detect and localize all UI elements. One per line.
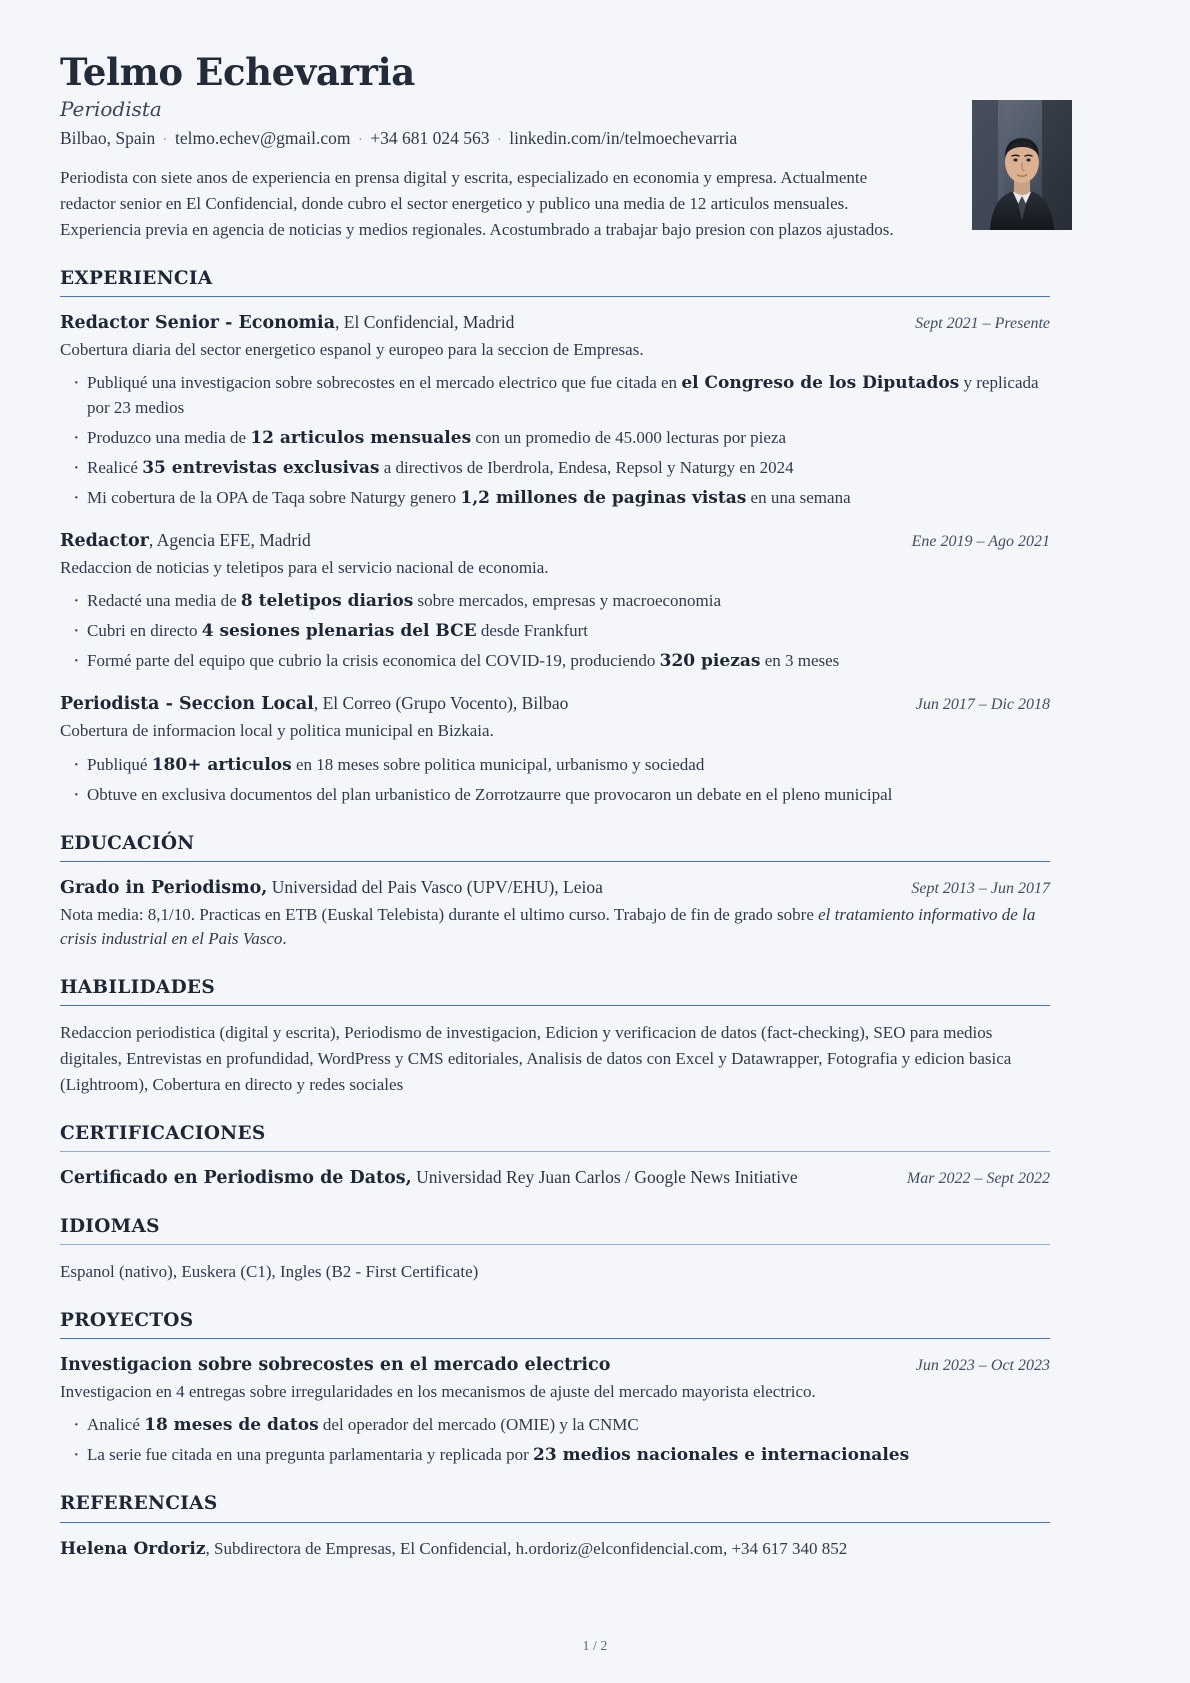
page-indicator: 1 / 2: [582, 1639, 608, 1654]
page-title: Telmo Echevarria: [60, 50, 415, 94]
project-entry: [60, 1353, 1050, 1468]
education-date: Sept 2013 – Jun 2017: [911, 879, 1050, 897]
project-bullets: [60, 1413, 1050, 1468]
project-summary: Investigacion en 4 entregas sobre irregularidades en los mecanismos de ajuste del mercado mayorista electrico.: [60, 1381, 816, 1401]
experience-header: [60, 692, 1050, 717]
page-footer: [0, 1639, 1190, 1655]
contact-linkedin[interactable]: linkedin.com/in/telmoechevarria: [509, 128, 738, 149]
section-divider: [60, 296, 1050, 297]
section-experiencia: [60, 269, 1050, 808]
experience-bullets: [60, 589, 1050, 674]
contact-separator-icon: ·: [357, 132, 363, 149]
section-divider: [60, 861, 1050, 862]
section-title-proyectos: PROYECTOS: [60, 1309, 194, 1331]
experience-entry: [60, 692, 1050, 807]
section-educacion: [60, 834, 1050, 952]
reference-entry: Helena Ordoriz, Subdirectora de Empresas, El Confidencial, h.ordoriz@elconfidencial.com, +34 617 340 852: [60, 1538, 848, 1559]
section-divider: [60, 1005, 1050, 1006]
section-certificaciones: [60, 1124, 1050, 1191]
section-divider: [60, 1151, 1050, 1152]
list-item: · Mi cobertura de la OPA de Taqa sobre Naturgy genero 1,2 millones de paginas vistas en una semana: [60, 486, 1050, 511]
experience-date: Ene 2019 – Ago 2021: [911, 533, 1050, 551]
section-referencias: [60, 1494, 1050, 1561]
education-detail: Nota media: 8,1/10. Practicas en ETB (Euskal Telebista) durante el ultimo curso. Trabajo de fin de grado sobre el tratamiento informativo de la crisis industrial en el Pais Vasco.: [60, 904, 1036, 949]
list-item: · Produzco una media de 12 articulos mensuales con un promedio de 45.000 lecturas por pieza: [60, 426, 1050, 451]
section-title-educacion: EDUCACIÓN: [60, 832, 195, 854]
references-list: [60, 1537, 1050, 1562]
list-item: · Analicé 18 meses de datos del operador del mercado (OMIE) y la CNMC: [60, 1413, 1050, 1438]
resume-header: [60, 52, 1050, 243]
experience-header: [60, 529, 1050, 554]
education-entry: [60, 876, 1050, 952]
section-divider: [60, 1522, 1050, 1523]
job-title: Periodista: [60, 97, 162, 122]
experience-title: Redactor Senior - Economia, El Confidencial, Madrid: [60, 311, 515, 333]
education-list: [60, 876, 1050, 952]
projects-list: [60, 1353, 1050, 1468]
certification-date: Mar 2022 – Sept 2022: [906, 1169, 1050, 1187]
experience-list: [60, 311, 1050, 808]
experience-entry: [60, 311, 1050, 511]
list-item: · Realicé 35 entrevistas exclusivas a directivos de Iberdrola, Endesa, Repsol y Naturgy en 2024: [60, 456, 1050, 481]
education-header: [60, 876, 1050, 901]
certification-title: Certificado en Periodismo de Datos, Universidad Rey Juan Carlos / Google News Initiative: [60, 1166, 798, 1188]
experience-title: Periodista - Seccion Local, El Correo (Grupo Vocento), Bilbao: [60, 693, 569, 715]
skills-text: Redaccion periodistica (digital y escrita), Periodismo de investigacion, Edicion y verificacion de datos (fact-checking), SEO para medios digitales, Entrevistas en profundidad, WordPress y CMS editoriales, Analisis de datos con Excel y Datawrapper, Fotografia y edicion basica (Lightroom), Cobertura en directo y redes sociales: [60, 1023, 1012, 1094]
contact-location: Bilbao, Spain: [60, 128, 156, 149]
experience-bullets: [60, 371, 1050, 511]
section-title-referencias: REFERENCIAS: [60, 1493, 218, 1515]
section-title-idiomas: IDIOMAS: [60, 1215, 160, 1237]
certification-entry: [60, 1166, 1050, 1191]
experience-bullets: [60, 753, 1050, 808]
experience-entry: [60, 529, 1050, 674]
section-proyectos: [60, 1311, 1050, 1469]
certifications-list: [60, 1166, 1050, 1191]
list-item: · La serie fue citada en una pregunta parlamentaria y replicada por 23 medios nacionales e internacionales: [60, 1443, 1050, 1468]
section-title-certificaciones: CERTIFICACIONES: [60, 1122, 266, 1144]
experience-header: [60, 311, 1050, 336]
section-habilidades: [60, 978, 1050, 1098]
list-item: · Redacté una media de 8 teletipos diarios sobre mercados, empresas y macroeconomia: [60, 589, 1050, 614]
profile-summary: Periodista con siete anos de experiencia en prensa digital y escrita, especializado en economia y empresa. Actualmente redactor senior en El Confidencial, donde cubro el sector energetico y publico una media de 12 articulos mensuales. Experiencia previa en agencia de noticias y medios regionales. Acostumbrado a trabajar bajo presion con plazos ajustados.: [60, 168, 894, 239]
section-title-experiencia: EXPERIENCIA: [60, 267, 213, 289]
list-item: · Obtuve en exclusiva documentos del plan urbanistico de Zorrotzaurre que provocaron un debate en el pleno municipal: [60, 783, 1050, 808]
education-title: Grado in Periodismo, Universidad del Pais Vasco (UPV/EHU), Leioa: [60, 876, 603, 898]
section-idiomas: [60, 1217, 1050, 1285]
certification-header: [60, 1166, 1050, 1191]
project-header: [60, 1353, 1050, 1378]
section-divider: [60, 1244, 1050, 1245]
section-divider: [60, 1338, 1050, 1339]
avatar: [972, 100, 1072, 230]
project-date: Jun 2023 – Oct 2023: [915, 1357, 1050, 1375]
experience-summary: Cobertura de informacion local y politica municipal en Bizkaia.: [60, 720, 494, 740]
contact-line: [60, 127, 900, 151]
contact-separator-icon: ·: [162, 132, 168, 149]
experience-summary: Cobertura diaria del sector energetico espanol y europeo para la seccion de Empresas.: [60, 339, 644, 359]
experience-date: Sept 2021 – Presente: [915, 314, 1050, 332]
section-title-habilidades: HABILIDADES: [60, 976, 215, 998]
project-title: Investigacion sobre sobrecostes en el mercado electrico: [60, 1355, 611, 1376]
languages-text: Espanol (nativo), Euskera (C1), Ingles (B2 - First Certificate): [60, 1261, 479, 1281]
contact-phone[interactable]: +34 681 024 563: [370, 128, 490, 149]
list-item: · Publiqué una investigacion sobre sobrecostes en el mercado electrico que fue citada en el Congreso de los Diputados y replicada por 23 medios: [60, 371, 1050, 421]
list-item: · Cubri en directo 4 sesiones plenarias del BCE desde Frankfurt: [60, 619, 1050, 644]
list-item: · Publiqué 180+ articulos en 18 meses sobre politica municipal, urbanismo y sociedad: [60, 753, 1050, 778]
contact-email[interactable]: telmo.echev@gmail.com: [175, 128, 351, 149]
experience-date: Jun 2017 – Dic 2018: [915, 696, 1050, 714]
experience-title: Redactor, Agencia EFE, Madrid: [60, 530, 311, 552]
experience-summary: Redaccion de noticias y teletipos para el servicio nacional de economia.: [60, 557, 549, 577]
list-item: · Formé parte del equipo que cubrio la crisis economica del COVID-19, produciendo 320 piezas en 3 meses: [60, 649, 1050, 674]
contact-separator-icon: ·: [496, 132, 502, 149]
